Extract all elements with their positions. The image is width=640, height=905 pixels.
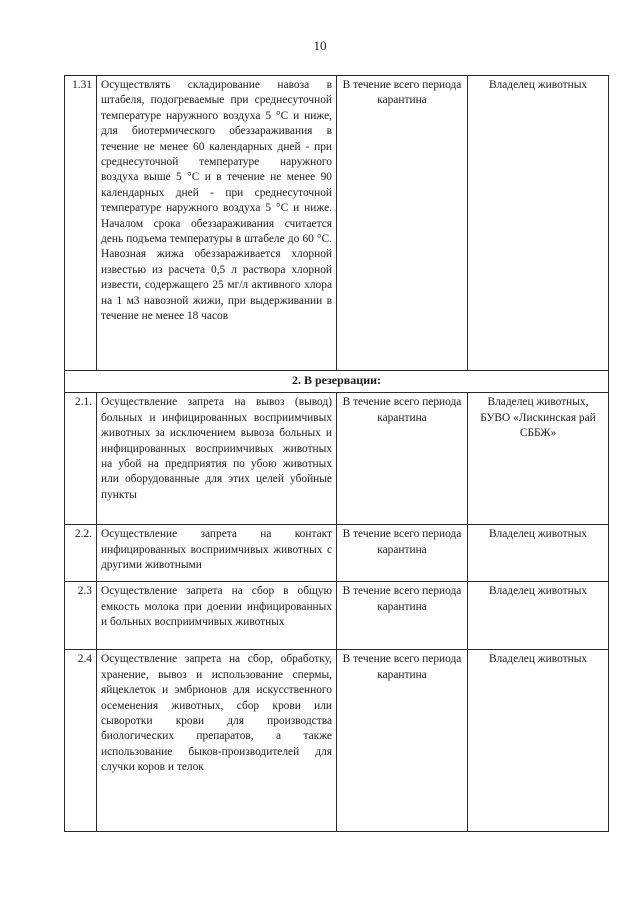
action-text: Осуществление запрета на вывоз (вывод) больных и инфицированных восприимчивых животных за исключением вывоза больных и инфицированных восприимчивых животных на убой на предприятия по убою животных или оборудованные для этих целей убойные пункты — [97, 393, 337, 525]
measures-table — [64, 75, 609, 832]
term-text: В течение всего периода карантина — [337, 650, 468, 832]
action-text: Осуществление запрета на сбор, обработку, хранение, вывоз и использование спермы, яйцеклеток и эмбрионов для искусственного осеменения животных, сбор крови или сыворотки крови для производства биологических препаратов, а также использование быков-производителей для случки коров и телок — [97, 650, 337, 832]
table-row — [65, 582, 609, 650]
table-row — [65, 393, 609, 525]
responsible-text: Владелец животных — [468, 76, 609, 371]
section-title: 2. В резервации: — [65, 371, 609, 393]
row-number: 2.4 — [65, 650, 97, 832]
row-number: 2.1. — [65, 393, 97, 525]
term-text: В течение всего периода карантина — [337, 393, 468, 525]
action-text: Осуществлять складирование навоза в штабеля, подогреваемые при среднесуточной температуре наружного воздуха 5 °С и ниже, для биотермического обеззараживания в течение не менее 60 календарных дней - при среднесуточной температуре наружного воздуха выше 5 °С и в течение не менее 90 календарных дней - при среднесуточной температуре наружного воздуха 5 °С и ниже. Началом срока обеззараживания считается день подъема температуры в штабеле до 60 °С. Навозная жижа обеззараживается хлорной известью из расчета 0,5 л раствора хлорной извести, содержащего 25 мг/л активного хлора на 1 м3 навозной жижи, при выдерживании в течение не менее 18 часов — [97, 76, 337, 371]
action-text: Осуществление запрета на контакт инфицированных восприимчивых животных с другими животными — [97, 525, 337, 582]
row-number: 2.3 — [65, 582, 97, 650]
page-number: 10 — [313, 38, 327, 53]
table-row — [65, 76, 609, 371]
term-text: В течение всего периода карантина — [337, 525, 468, 582]
section-header-row — [65, 371, 609, 393]
action-text: Осуществление запрета на сбор в общую емкость молока при доении инфицированных и больных восприимчивых животных — [97, 582, 337, 650]
responsible-text: Владелец животных — [468, 582, 609, 650]
responsible-text: Владелец животных — [468, 525, 609, 582]
responsible-text: Владелец животных, БУВО «Лискинская рай СББЖ» — [468, 393, 609, 525]
row-number: 2.2. — [65, 525, 97, 582]
table-row — [65, 525, 609, 582]
responsible-text: Владелец животных — [468, 650, 609, 832]
row-number: 1.31 — [65, 76, 97, 371]
term-text: В течение всего периода карантина — [337, 582, 468, 650]
table-row — [65, 650, 609, 832]
term-text: В течение всего периода карантина — [337, 76, 468, 371]
